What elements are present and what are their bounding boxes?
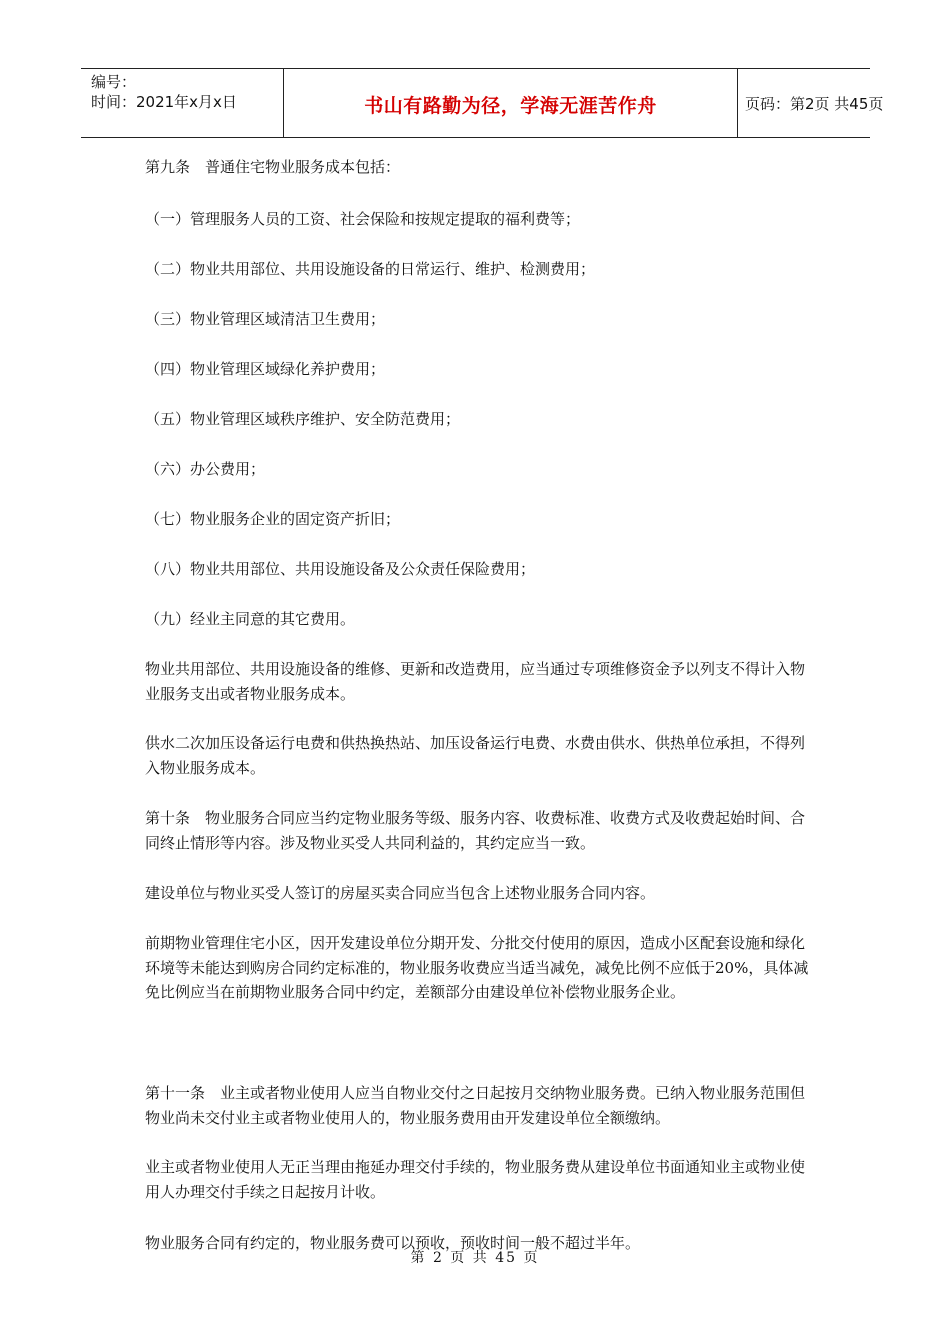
header-left-cell: [81, 69, 283, 137]
paragraph: 第九条 普通住宅物业服务成本包括：: [145, 158, 401, 176]
paragraph: 前期物业管理住宅小区，因开发建设单位分期开发、分批交付使用的原因，造成小区配套设施和绿化环境等未能达到购房合同约定标准的，物业服务收费应当适当减免，减免比例不应低于20%，具体减免比例应当在前期物业服务合同中约定，差额部分由建设单位补偿物业服务企业。: [145, 934, 809, 1001]
paragraph: 第十条 物业服务合同应当约定物业服务等级、服务内容、收费标准、收费方式及收费起始时间、合同终止情形等内容。涉及物业买受人共同利益的，其约定应当一致。: [145, 809, 806, 852]
paragraph: （四）物业管理区域绿化养护费用；: [145, 360, 386, 378]
paragraph: （一）管理服务人员的工资、社会保险和按规定提取的福利费等；: [145, 210, 581, 228]
number-label: 编号：: [91, 73, 137, 91]
paragraph: 物业共用部位、共用设施设备的维修、更新和改造费用，应当通过专项维修资金予以列支不得计入物业服务支出或者物业服务成本。: [145, 660, 806, 703]
paragraph: （五）物业管理区域秩序维护、安全防范费用；: [145, 410, 461, 428]
paragraph: 第十一条 业主或者物业使用人应当自物业交付之日起按月交纳物业服务费。已纳入物业服务范围但物业尚未交付业主或者物业使用人的，物业服务费用由开发建设单位全额缴纳。: [145, 1084, 806, 1127]
paragraph: （八）物业共用部位、共用设施设备及公众责任保险费用；: [145, 560, 536, 578]
header-middle-cell: [283, 69, 738, 137]
paragraph: （七）物业服务企业的固定资产折旧；: [145, 510, 401, 528]
paragraph: 业主或者物业使用人无正当理由拖延办理交付手续的，物业服务费从建设单位书面通知业主或物业使用人办理交付手续之日起按月计收。: [145, 1158, 806, 1201]
page-info: 页码：第2页 共45页: [745, 95, 884, 113]
paragraph: 供水二次加压设备运行电费和供热换热站、加压设备运行电费、水费由供水、供热单位承担，不得列入物业服务成本。: [145, 734, 806, 777]
page-header: [81, 68, 884, 138]
header-motto: 书山有路勤为径，学海无涯苦作舟: [364, 95, 657, 117]
date-label: 时间：2021年x月x日: [91, 93, 237, 111]
paragraph: 物业服务合同有约定的，物业服务费可以预收，预收时间一般不超过半年。: [145, 1234, 641, 1252]
paragraph: （九）经业主同意的其它费用。: [145, 610, 356, 628]
paragraph: 建设单位与物业买受人签订的房屋买卖合同应当包含上述物业服务合同内容。: [145, 884, 656, 902]
paragraph: （三）物业管理区域清洁卫生费用；: [145, 310, 386, 328]
paragraph: （二）物业共用部位、共用设施设备的日常运行、维护、检测费用；: [145, 260, 596, 278]
page-footer: 第 2 页 共 45 页: [410, 1250, 540, 1266]
paragraph: （六）办公费用；: [145, 460, 266, 478]
header-right-cell: [737, 69, 884, 137]
